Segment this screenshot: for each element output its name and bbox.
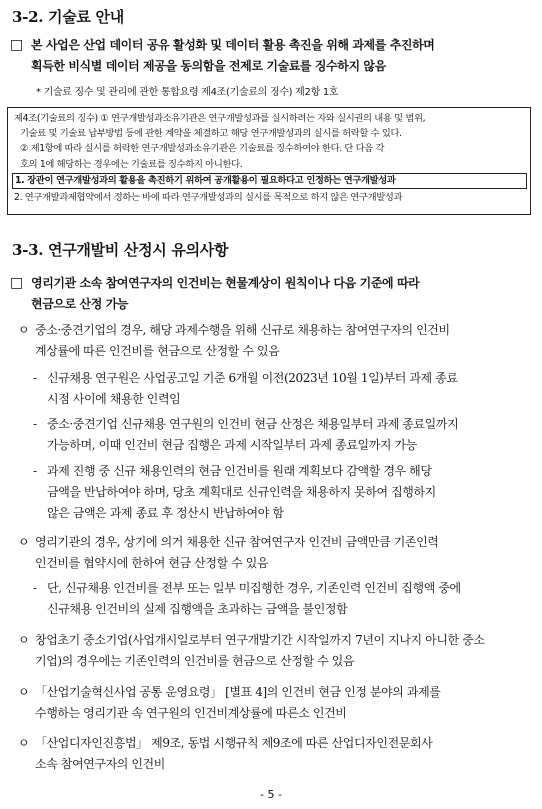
list-item-line: 창업초기 중소기업(사업개시일로부터 연구개발기간 시작일까지 7년이 지나지 아니한 중소 xyxy=(35,633,485,647)
sub-item-unexecuted xyxy=(33,578,536,620)
list-item-line: 소속 참여연구자의 인건비 xyxy=(35,757,165,771)
list-item-startup xyxy=(18,630,536,672)
square-bullet-icon: □ xyxy=(10,275,23,291)
square-bullet-icon: □ xyxy=(10,37,23,53)
sub-item-new-hire xyxy=(33,368,536,410)
sub-item-line: 가능하며, 이때 인건비 현금 집행은 과제 시작일부터 과제 종료일까지 가능 xyxy=(47,438,417,452)
list-item-appendix4 xyxy=(18,682,536,724)
regulation-box xyxy=(7,107,531,215)
regulation-line-4: 호의 1에 해당하는 경우에는 기술료를 징수하지 아니한다. xyxy=(20,158,243,170)
list-item-line: 인건비를 협약시에 한하여 현금 산정할 수 있음 xyxy=(35,556,269,570)
list-item-for-profit xyxy=(18,532,536,574)
sub-item-line: 시점 사이에 채용한 인력임 xyxy=(47,392,181,406)
list-item-line: 수행하는 영리기관 속 연구원의 인건비계상률에 따른소 인건비 xyxy=(35,706,347,720)
list-item-design-act xyxy=(18,733,536,775)
regulation-line-1: 제4조(기술료의 징수) ① 연구개발성과소유기관은 연구개발성과를 실시하려는 자와 실시권의 내용 및 범위, xyxy=(14,113,426,124)
list-item-line: 기업)의 경우에는 기존인력의 인건비를 현금으로 산정할 수 있음 xyxy=(35,654,355,668)
circle-bullet-icon: ㅇ xyxy=(18,685,30,699)
list-item-sme xyxy=(18,320,536,362)
regulation-item-2: 2. 연구개발과제협약에서 정하는 바에 따라 연구개발성과의 실시를 목적으로 하지 않은 연구개발성과 xyxy=(14,191,403,203)
dash-bullet-icon: - xyxy=(33,464,37,478)
labor-cost-paragraph xyxy=(10,273,535,315)
dash-bullet-icon: - xyxy=(33,371,37,385)
dash-bullet-icon: - xyxy=(33,581,37,595)
circle-bullet-icon: ㅇ xyxy=(18,535,30,549)
sub-item-line: 신규채용 연구원은 사업공고일 기준 6개월 이전(2023년 10월 1일)부터 과제 종료 xyxy=(47,371,458,385)
list-item-line: 중소·중견기업의 경우, 해당 과제수행을 위해 신규로 채용하는 참여연구자의 인건비 xyxy=(35,323,450,337)
circle-bullet-icon: ㅇ xyxy=(18,633,30,647)
tech-fee-line-2: 획득한 비식별 데이터 제공을 동의함을 전제로 기술료를 징수하지 않음 xyxy=(31,59,386,73)
sub-item-line: 않은 금액은 과제 종료 후 정산시 반납하여야 함 xyxy=(47,506,284,520)
sub-item-reduction xyxy=(33,461,536,524)
footnote: * 기술료 징수 및 관리에 관한 통합요령 제4조(기술료의 징수) 제2항 1호 xyxy=(36,87,339,98)
tech-fee-line-1: 본 사업은 산업 데이터 공유 활성화 및 데이터 활용 촉진을 위해 과제를 추진하며 xyxy=(31,38,435,52)
sub-item-line: 신규채용 인건비의 실제 집행액을 초과하는 금액을 불인정함 xyxy=(47,602,348,616)
sub-item-cash-calc xyxy=(33,414,536,456)
labor-cost-line-2: 현금으로 산정 가능 xyxy=(31,297,129,311)
sub-item-line: 단, 신규채용 인건비를 전부 또는 일부 미집행한 경우, 기존인력 인건비 집행액 중에 xyxy=(47,581,461,595)
labor-cost-line-1: 영리기관 소속 참여연구자의 인건비는 현물계상이 원칙이나 다음 기준에 따라 xyxy=(31,276,420,290)
list-item-line: 「산업기술혁신사업 공통 운영요령」 [별표 4]의 인건비 현금 인정 분야의 과제를 xyxy=(35,685,441,699)
sub-item-line: 금액을 반납하여야 하며, 당초 계획대로 신규인력을 채용하지 못하여 집행하지 xyxy=(47,485,436,499)
circle-bullet-icon: ㅇ xyxy=(18,736,30,750)
dash-bullet-icon: - xyxy=(33,417,37,431)
circle-bullet-icon: ㅇ xyxy=(18,323,30,337)
sub-item-line: 중소·중견기업 신규채용 연구원의 인건비 현금 산정은 채용일부터 과제 종료일까지 xyxy=(47,417,459,431)
section-heading-3-2: 3-2. 기술료 안내 xyxy=(12,8,124,26)
regulation-highlighted-item-1: 1. 장관이 연구개발성과의 활용을 촉진하기 위하여 공개활용이 필요하다고 인정하는 연구개발성과 xyxy=(12,173,527,189)
regulation-line-2: 기술료 및 기술료 납부방법 등에 관한 계약을 체결하고 해당 연구개발성과의 실시를 허락할 수 있다. xyxy=(20,128,402,140)
tech-fee-paragraph xyxy=(10,35,535,77)
list-item-line: 계상률에 따른 인건비를 현금으로 산정할 수 있음 xyxy=(35,344,280,358)
section-heading-3-3: 3-3. 연구개발비 산정시 유의사항 xyxy=(12,241,229,259)
list-item-line: 영리기관의 경우, 상기에 의거 채용한 신규 참여연구자 인건비 금액만큼 기존인력 xyxy=(35,535,439,549)
page-number: - 5 - xyxy=(260,788,282,801)
regulation-line-3: ② 제1항에 따라 실시를 허락한 연구개발성과소유기관은 기술료를 징수하여야 한다. 단 다음 각 xyxy=(20,143,385,155)
list-item-line: 「산업디자인진흥법」 제9조, 동법 시행규칙 제9조에 따른 산업디자인전문회사 xyxy=(35,736,433,750)
sub-item-line: 과제 진행 중 신규 채용인력의 현금 인건비를 원래 계획보다 감액할 경우 해당 xyxy=(47,464,432,478)
